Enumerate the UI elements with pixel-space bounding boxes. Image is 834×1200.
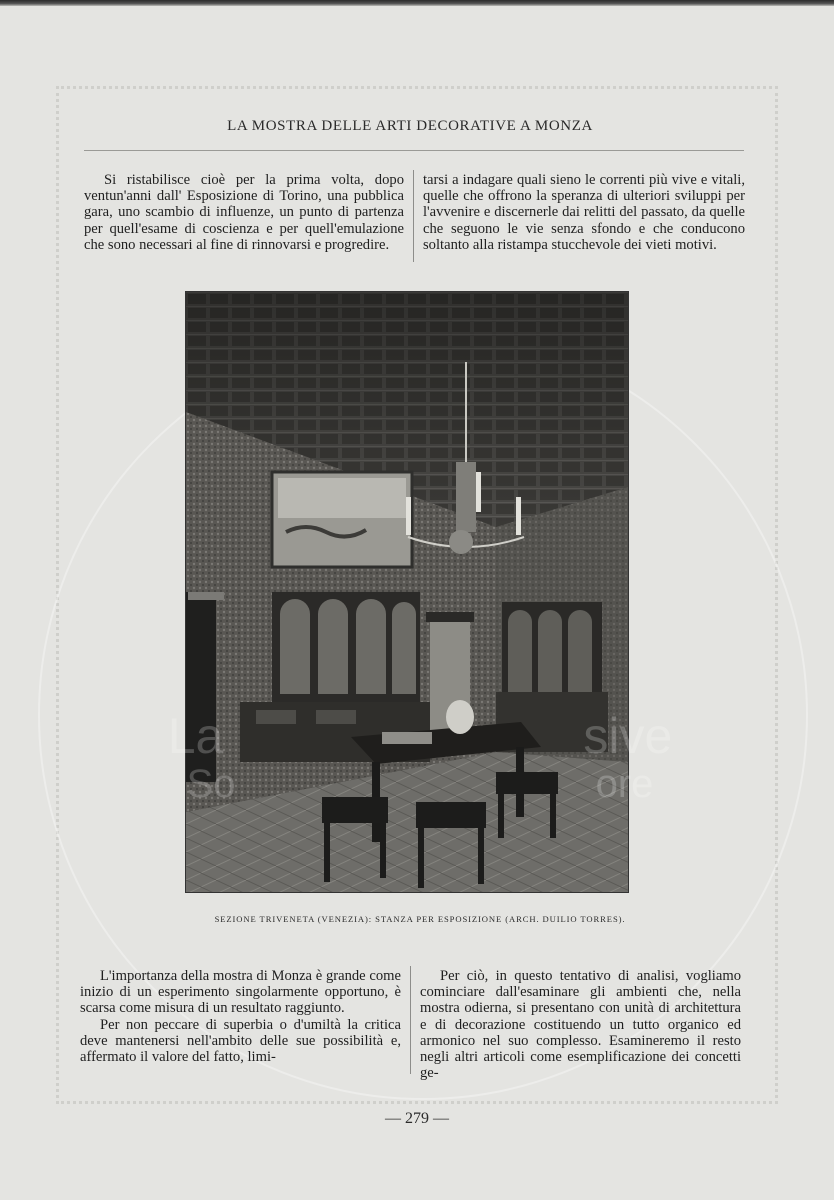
top-left-column	[84, 172, 404, 253]
paragraph: L'importanza della mostra di Monza è grande come inizio di un esperimento singolarmente opportuno, è scarsa come misura di un resultato raggiunto.	[80, 968, 401, 1017]
paragraph: Si ristabilisce cioè per la prima volta, dopo ventun'anni dall' Esposizione di Torino, una pubblica gara, uno scambio di influenze, un punto di partenza per quell'esame di coscienza e per quell'emulazione che sono necessari al fine di rinnovarsi e progredire.	[84, 172, 404, 253]
running-head: LA MOSTRA DELLE ARTI DECORATIVE A MONZA	[227, 118, 593, 134]
top-right-column	[423, 172, 745, 253]
column-divider	[410, 966, 411, 1074]
bottom-right-column	[420, 968, 741, 1081]
column-divider	[413, 170, 414, 262]
paragraph: Per ciò, in questo tentativo di analisi, vogliamo cominciare dall'esaminare gli ambienti che, nella mostra odierna, si presentano con unità di architettura e di decorazione costituendo un tutto organico ed armonico nel suo complesso. Esamineremo il resto negli altri articoli come esemplificazione dei concetti ge-	[420, 968, 741, 1082]
paragraph: tarsi a indagare quali sieno le correnti più vive e vitali, quelle che offrono la speranza di ulteriori sviluppi per l'avvenire e discernerle dai relitti del passato, da quelle che seguono le vie senza sfondo e che conducono soltanto alla ristampa stucchevole dei vieti motivi.	[423, 172, 745, 253]
paragraph: Per non peccare di superbia o d'umiltà la critica deve mantenersi nell'ambito delle sue possibilità e, affermato il valore del fatto, limi-	[80, 1016, 401, 1066]
page-top-edge	[0, 0, 834, 6]
watermark-text: La sive So ore	[167, 708, 673, 806]
running-head-rule	[84, 150, 744, 151]
bottom-left-column	[80, 968, 401, 1065]
photo-caption: SEZIONE TRIVENETA (VENEZIA): STANZA PER ESPOSIZIONE (ARCH. DUILIO TORRES).	[214, 914, 626, 924]
page-number: — 279 —	[385, 1110, 449, 1127]
